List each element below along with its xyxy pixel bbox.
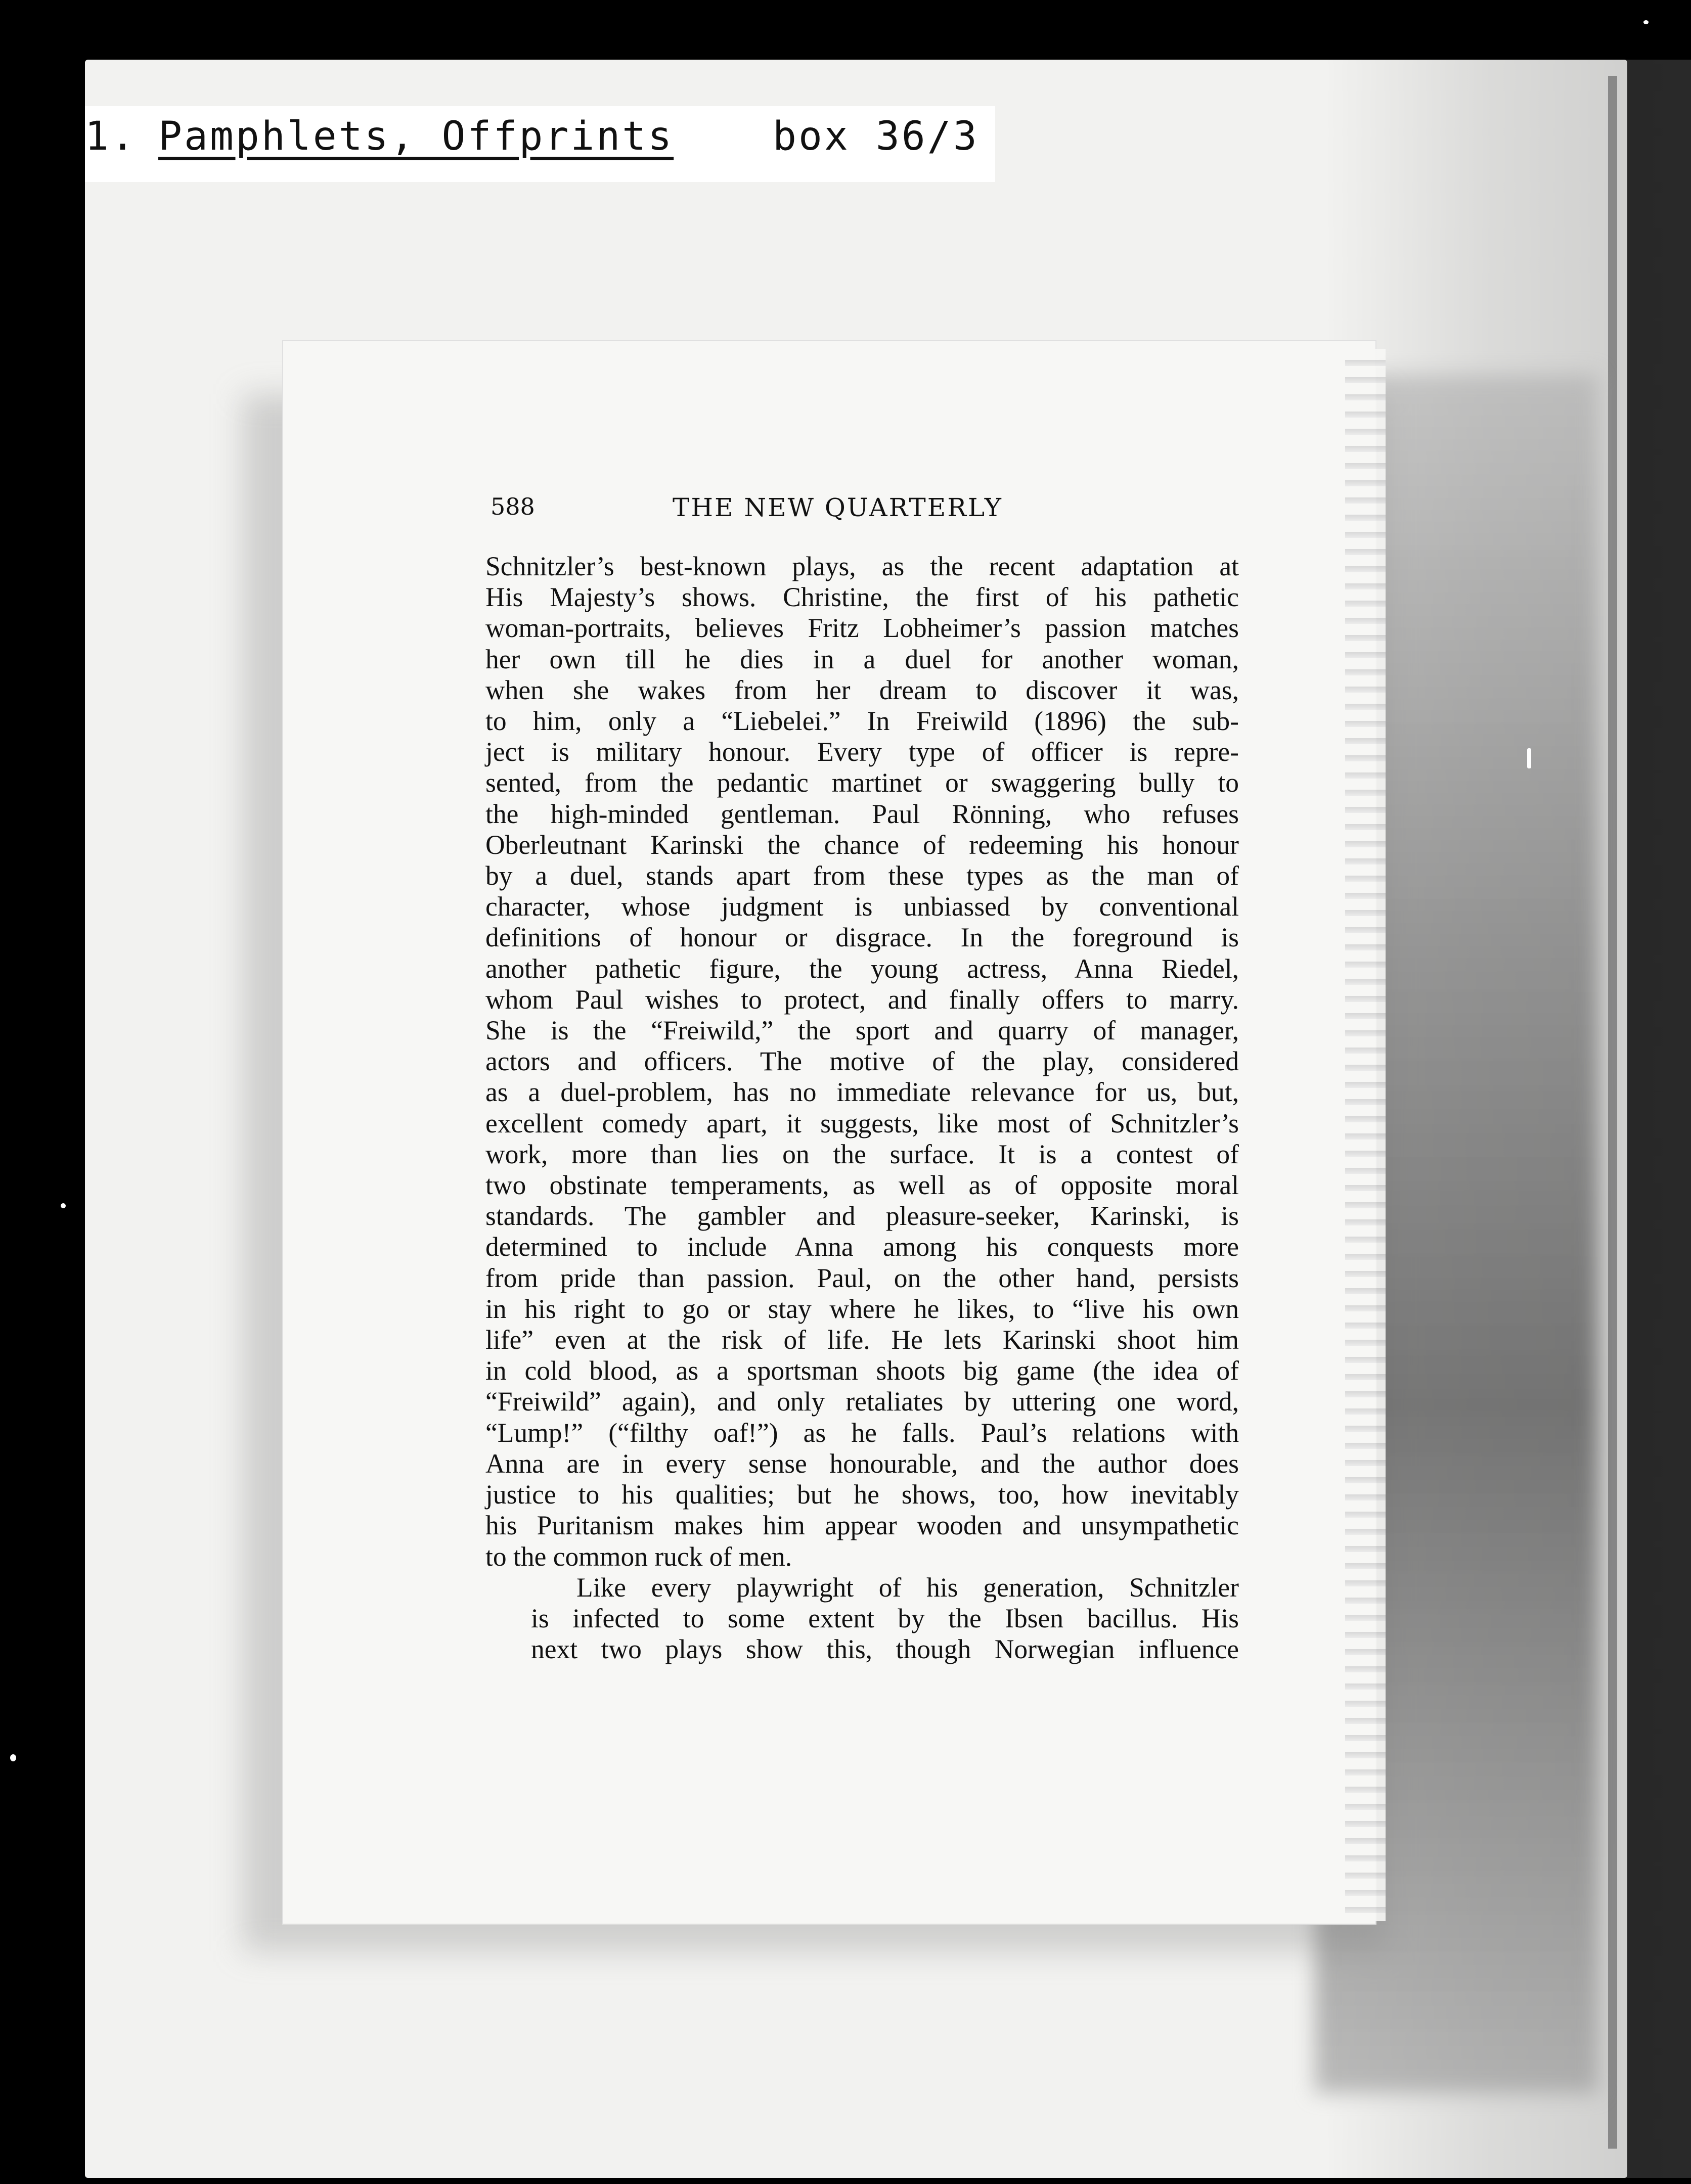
dust-speck xyxy=(1527,748,1531,768)
label-box-number: box 36/3 xyxy=(773,114,979,159)
text-line: as a duel-problem, has no immediate relevance for us, but, xyxy=(485,1077,1239,1108)
text-line: whom Paul wishes to protect, and finally offers to marry. xyxy=(485,984,1239,1015)
text-line: his Puritanism makes him appear wooden and unsympathetic xyxy=(485,1510,1239,1541)
text-line: to him, only a “Liebelei.” In Freiwild (1896) the sub- xyxy=(485,706,1239,737)
text-line: ject is military honour. Every type of officer is repre- xyxy=(485,737,1239,767)
text-line: Schnitzler’s best-known plays, as the recent adaptation at xyxy=(485,551,1239,581)
card-edge xyxy=(1608,76,1617,2149)
text-line: “Lump!” (“filthy oaf!”) as he falls. Paul’s relations with xyxy=(485,1417,1239,1448)
text-line: excellent comedy apart, it suggests, like most of Schnitzler’s xyxy=(485,1108,1239,1139)
text-line: determined to include Anna among his conquests more xyxy=(485,1232,1239,1262)
label-number: 1. xyxy=(85,114,137,159)
text-line: standards. The gambler and pleasure-seeker, Karinski, is xyxy=(485,1201,1239,1232)
text-line: work, more than lies on the surface. It is a contest of xyxy=(485,1139,1239,1169)
paragraph-1 xyxy=(485,551,1239,1572)
text-line: Anna are in every sense honourable, and the author does xyxy=(485,1448,1239,1479)
dust-speck xyxy=(61,1203,66,1208)
text-line: in his right to go or stay where he likes, to “live his own xyxy=(485,1293,1239,1324)
text-line: She is the “Freiwild,” the sport and quarry of manager, xyxy=(485,1015,1239,1046)
text-line: life” even at the risk of life. He lets Karinski shoot him xyxy=(485,1325,1239,1355)
archive-label xyxy=(85,114,979,174)
text-line: Oberleutnant Karinski the chance of redeeming his honour xyxy=(485,829,1239,860)
text-line: definitions of honour or disgrace. In the foreground is xyxy=(485,922,1239,953)
paragraph-2 xyxy=(485,1572,1239,1665)
text-line: Like every playwright of his generation, Schnitzler xyxy=(576,1572,1239,1603)
text-line: when she wakes from her dream to discover it was, xyxy=(485,674,1239,705)
text-line: His Majesty’s shows. Christine, the first of his pathetic xyxy=(485,582,1239,613)
dust-speck xyxy=(1643,20,1649,24)
text-line: two obstinate temperaments, as well as of opposite moral xyxy=(485,1170,1239,1201)
text-line: in cold blood, as a sportsman shoots big game (the idea of xyxy=(485,1355,1239,1386)
text-line: actors and officers. The motive of the play, considered xyxy=(485,1046,1239,1077)
running-head: THE NEW QUARTERLY xyxy=(673,493,1003,522)
page-number: 588 xyxy=(491,493,535,520)
page-header xyxy=(491,493,1057,528)
text-line: character, whose judgment is unbiassed by conventional xyxy=(485,891,1239,922)
label-title: Pamphlets, Offprints xyxy=(158,114,674,159)
text-line: justice to his qualities; but he shows, too, how inevitably xyxy=(485,1479,1239,1510)
text-line: the high-minded gentleman. Paul Rönning, who refuses xyxy=(485,798,1239,829)
body-text xyxy=(485,551,1239,1665)
text-line: next two plays show this, though Norwegian influence xyxy=(531,1634,1239,1665)
text-line: to the common ruck of men. xyxy=(485,1541,792,1572)
torn-edge xyxy=(1345,349,1386,1921)
dust-speck xyxy=(10,1754,16,1761)
text-line: another pathetic figure, the young actress, Anna Riedel, xyxy=(485,953,1239,984)
text-line: by a duel, stands apart from these types as the man of xyxy=(485,860,1239,891)
text-line: “Freiwild” again), and only retaliates by uttering one word, xyxy=(485,1386,1239,1417)
text-line: woman-portraits, believes Fritz Lobheimer’s passion matches xyxy=(485,613,1239,644)
text-line: sented, from the pedantic martinet or swaggering bully to xyxy=(485,767,1239,798)
text-line: is infected to some extent by the Ibsen bacillus. His xyxy=(531,1603,1239,1633)
text-line: her own till he dies in a duel for another woman, xyxy=(485,644,1239,674)
text-line: from pride than passion. Paul, on the other hand, persists xyxy=(485,1262,1239,1293)
